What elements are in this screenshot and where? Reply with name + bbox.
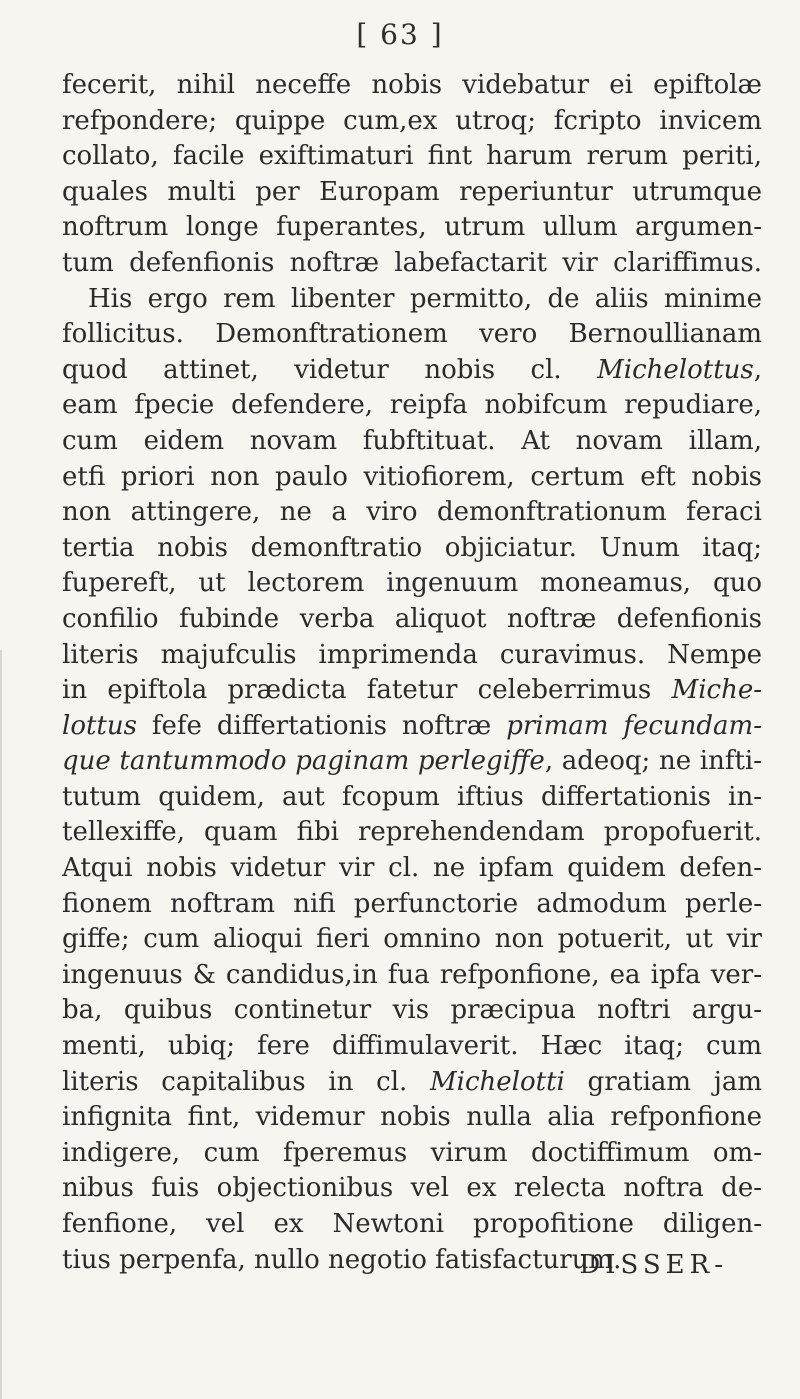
text-segment: tertia nobis demonftratio objiciatur. Unum itaq; xyxy=(62,532,762,563)
text-segment: etfi priori non paulo vitiofiorem, certum eft nobis xyxy=(62,461,762,492)
text-line xyxy=(62,780,762,816)
text-line xyxy=(62,638,762,674)
text-segment: tius perpenfa, nullo negotio fatisfacturum. xyxy=(62,1244,622,1275)
text-segment: tum defenfionis noftræ labefactarit vir clariffimus. xyxy=(62,247,762,278)
page-edge-shadow xyxy=(0,650,2,1399)
text-segment: cum eidem novam fubftituat. At novam illam, xyxy=(62,425,762,456)
text-line xyxy=(62,709,762,745)
page-number: [ 63 ] xyxy=(356,18,444,51)
text-line xyxy=(62,246,762,282)
text-line xyxy=(62,851,762,887)
text-line xyxy=(62,68,762,104)
text-line xyxy=(62,424,762,460)
text-line xyxy=(62,388,762,424)
text-line xyxy=(62,602,762,638)
text-segment: Atqui nobis videtur vir cl. ne ipfam quidem defen- xyxy=(62,853,762,884)
text-segment: literis capitalibus in cl. xyxy=(62,1066,431,1097)
text-segment: literis majufculis imprimenda curavimus. Nempe xyxy=(62,639,762,670)
text-segment: eam fpecie defendere, reipfa nobifcum repudiare, xyxy=(62,390,762,421)
text-line xyxy=(62,317,762,353)
text-line xyxy=(62,353,762,389)
text-line xyxy=(62,1065,762,1101)
text-segment: quod attinet, videtur nobis cl. xyxy=(62,354,598,385)
text-segment: infignita fint, videmur nobis nulla alia refponfione xyxy=(62,1102,762,1133)
text-segment: indigere, cum fperemus virum doctiffimum om- xyxy=(62,1137,762,1168)
italic-text: que tantummodo paginam perlegiffe xyxy=(62,746,545,777)
text-line xyxy=(62,1136,762,1172)
text-segment: tellexiffe, quam fibi reprehendendam propofuerit. xyxy=(62,817,762,848)
italic-text: Miche- xyxy=(671,675,762,706)
text-line xyxy=(62,282,762,318)
text-segment: , adeoq; ne infti- xyxy=(544,746,762,777)
text-line xyxy=(62,744,762,780)
text-line xyxy=(62,1207,762,1243)
catchword: DISSER- xyxy=(579,1250,728,1280)
italic-text: lottus xyxy=(62,710,137,741)
text-line xyxy=(62,673,762,709)
text-segment: gratiam jam xyxy=(564,1066,762,1097)
text-segment: collato, facile exiftimaturi fint harum rerum periti, xyxy=(62,141,762,172)
italic-text: Michelottus xyxy=(597,354,754,385)
text-line xyxy=(62,531,762,567)
text-line xyxy=(62,1100,762,1136)
text-line xyxy=(62,887,762,923)
text-segment: ingenuus & candidus,in fua refponfione, ea ipfa ver- xyxy=(62,959,762,990)
text-segment: , xyxy=(753,354,762,385)
italic-text: primam fecundam- xyxy=(506,710,762,741)
body-text xyxy=(62,68,762,1278)
text-segment: confilio fubinde verba aliquot noftræ defenfionis xyxy=(62,603,762,634)
text-segment: quales multi per Europam reperiuntur utrumque xyxy=(62,176,762,207)
text-segment: fefe differtationis noftræ xyxy=(136,710,507,741)
text-segment: fupereft, ut lectorem ingenuum moneamus, quo xyxy=(62,568,762,599)
text-line xyxy=(62,815,762,851)
text-segment: fionem noftram nifi perfunctorie admodum perle- xyxy=(62,888,762,919)
text-segment: tutum quidem, aut fcopum iftius differtationis in- xyxy=(62,781,762,812)
text-line xyxy=(62,175,762,211)
text-segment: follicitus. Demonftrationem vero Bernoullianam xyxy=(62,319,762,350)
text-line xyxy=(62,993,762,1029)
italic-text: Michelotti xyxy=(430,1066,565,1097)
text-segment: non attingere, ne a viro demonftrationum feraci xyxy=(62,497,762,528)
text-line xyxy=(62,104,762,140)
text-line xyxy=(62,1029,762,1065)
text-segment: giffe; cum alioqui fieri omnino non potuerit, ut vir xyxy=(62,924,762,955)
text-segment: ba, quibus continetur vis præcipua noftri argu- xyxy=(62,995,762,1026)
text-line xyxy=(62,495,762,531)
text-segment: noftrum longe fuperantes, utrum ullum argumen- xyxy=(62,212,762,243)
text-line xyxy=(62,210,762,246)
text-line xyxy=(62,566,762,602)
text-segment: menti, ubiq; fere diffimulaverit. Hæc itaq; cum xyxy=(62,1031,762,1062)
text-segment: His ergo rem libenter permitto, de aliis minime xyxy=(88,283,762,314)
text-segment: fenfione, vel ex Newtoni propofitione diligen- xyxy=(62,1209,762,1239)
text-line xyxy=(62,139,762,175)
text-line xyxy=(62,922,762,958)
text-segment: in epiftola prædicta fatetur celeberrimus xyxy=(62,675,672,706)
text-segment: fecerit, nihil neceffe nobis videbatur ei epiftolæ xyxy=(62,70,762,100)
text-line xyxy=(62,958,762,994)
text-segment: nibus fuis objectionibus vel ex relecta noftra de- xyxy=(62,1173,762,1204)
text-line xyxy=(62,1171,762,1207)
text-segment: refpondere; quippe cum,ex utroq; fcripto invicem xyxy=(62,105,762,136)
text-line xyxy=(62,460,762,496)
